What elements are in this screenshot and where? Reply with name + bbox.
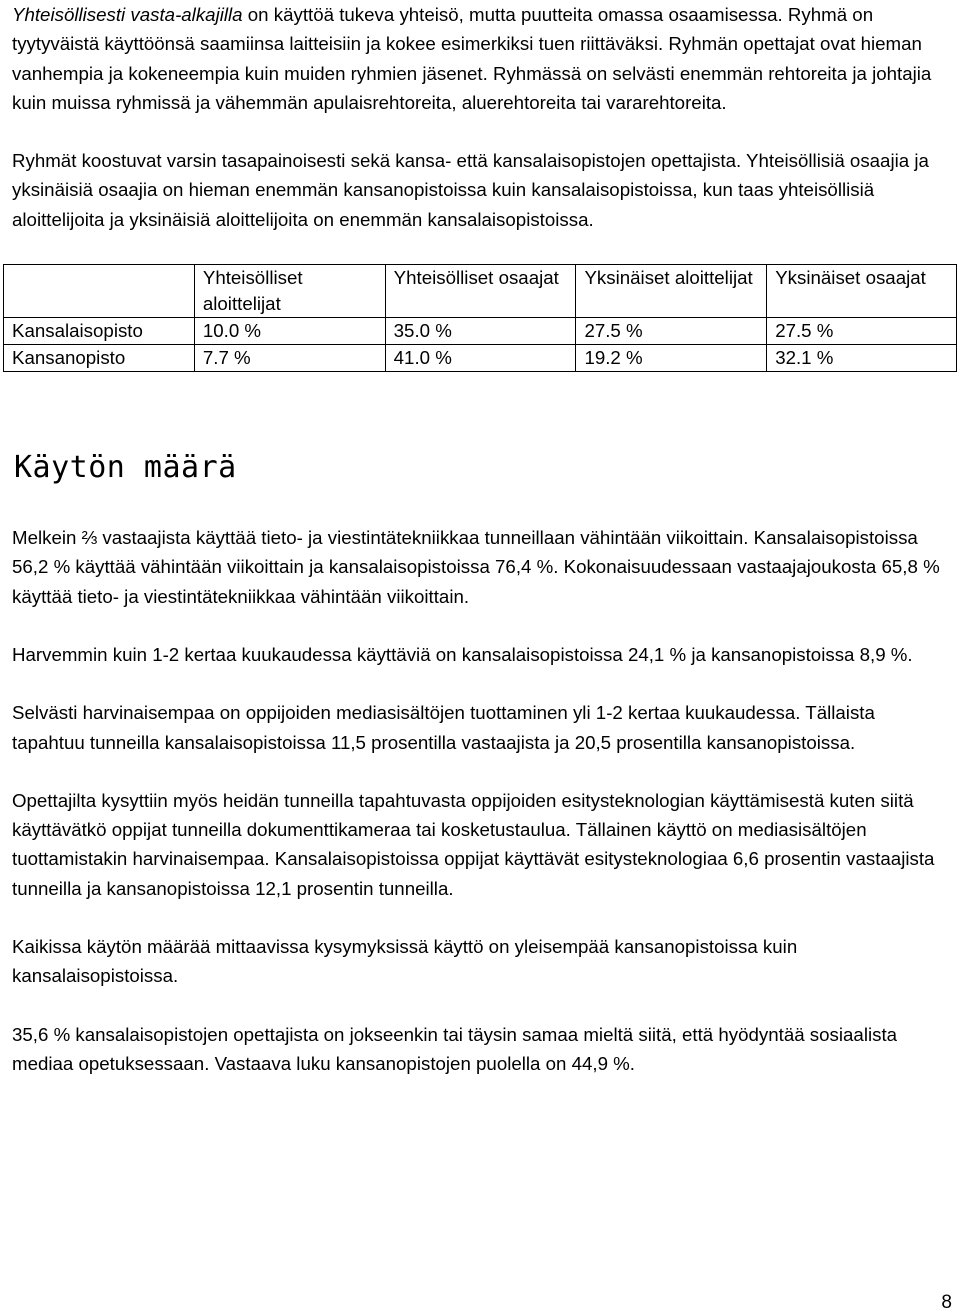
intro-lead-italic: Yhteisöllisesti vasta-alkajilla: [12, 4, 243, 25]
paragraph-gap: [12, 669, 948, 698]
paragraph-gap: [12, 991, 948, 1020]
table-cell: 27.5 %: [576, 318, 767, 345]
table-cell: 19.2 %: [576, 345, 767, 372]
table-cell: 35.0 %: [385, 318, 576, 345]
paragraph-gap: [12, 903, 948, 932]
distribution-table: [3, 264, 957, 372]
table-cell: 27.5 %: [767, 318, 957, 345]
table-header-cell: Yksinäiset aloittelijat: [576, 265, 767, 318]
group-composition-paragraph: Ryhmät koostuvat varsin tasapainoisesti sekä kansa- että kansalaisopistojen opettajista. Yhteisöllisiä osaajia ja yksinäisiä osaajia on hieman enemmän kansanopistoissa kuin kansalaisopistoissa, kun taas yhteisöllisiä aloittelijoita ja yksinäisiä aloittelijoita on enemmän kansalaisopistoissa.: [12, 150, 929, 230]
table-cell: 32.1 %: [767, 345, 957, 372]
table-cell: 10.0 %: [194, 318, 385, 345]
intro-text: on käyttöä tukeva yhteisö, mutta puutteita omassa osaamisessa. Ryhmä on tyytyväistä käyttöönsä saamiinsa laitteisiin ja kokee esimerkiksi tuen riittäväksi. Ryhmän opettajat ovat hieman vanhempia ja kokeneempia kuin muiden ryhmien jäsenet. Ryhmässä on selvästi enemmän rehtoreita ja johtajia kuin muissa ryhmissä ja vähemmän apulaisrehtoreita, aluerehtoreita tai vararehtoreita.: [12, 4, 932, 113]
section-body: [12, 523, 948, 1078]
table-header-cell: [4, 265, 195, 318]
table-header-cell: Yksinäiset osaajat: [767, 265, 957, 318]
table-row: [4, 345, 957, 372]
table-cell: 41.0 %: [385, 345, 576, 372]
social-media-paragraph: 35,6 % kansalaisopistojen opettajista on jokseenkin tai täysin samaa mieltä siitä, että hyödyntää sosiaalista mediaa opetuksessaan. Vastaava luku kansanopistojen puolella on 44,9 %.: [12, 1023, 898, 1074]
usage-weekly-paragraph: Melkein ⅔ vastaajista käyttää tieto- ja viestintätekniikkaa tunneillaan vähintään viikoittain. Kansalaisopistoissa 56,2 % käyttää vähintään viikoittain ja kansalaisopistoissa 76,4 %. Kokonaisuudessaan vastaajajoukosta 65,8 % käyttää tieto- ja viestintätekniikkaa vähintään viikoittain.: [12, 527, 940, 607]
table-row-label: Kansalaisopisto: [4, 318, 195, 345]
usage-comparison-paragraph: Kaikissa käytön määrää mittaavissa kysymyksissä käyttö on yleisempää kansanopistoissa kuin kansalaisopistoissa.: [12, 936, 798, 987]
intro-paragraph: [12, 0, 948, 117]
media-production-paragraph: Selvästi harvinaisempaa on oppijoiden mediasisältöjen tuottaminen yli 1-2 kertaa kuukaudessa. Tällaista tapahtuu tunneilla kansalaisopistoissa 11,5 prosentilla vastaajista ja 20,5 prosentilla kansanopistoissa.: [12, 702, 875, 753]
table-row-label: Kansanopisto: [4, 345, 195, 372]
table-header-cell: Yhteisölliset osaajat: [385, 265, 576, 318]
table-header-row: [4, 265, 957, 318]
section-heading: Käytön määrä: [14, 450, 237, 486]
table-header-cell: Yhteisölliset aloittelijat: [194, 265, 385, 318]
paragraph-gap: [12, 117, 948, 146]
table-cell: 7.7 %: [194, 345, 385, 372]
usage-rare-paragraph: Harvemmin kuin 1-2 kertaa kuukaudessa käyttäviä on kansalaisopistoissa 24,1 % ja kansanopistoissa 8,9 %.: [12, 643, 913, 665]
page-number: 8: [941, 1292, 952, 1313]
presentation-tech-paragraph: Opettajilta kysyttiin myös heidän tunneilla tapahtuvasta oppijoiden esitysteknologian käyttämisestä kuten siitä käyttävätkö oppijat tunneilla dokumenttikameraa tai kosketustaulua. Tällainen käyttö on mediasisältöjen tuottamistakin harvinaisempaa. Kansalaisopistoissa oppijat käyttävät esitysteknologiaa 6,6 prosentin vastaajista tunneilla ja kansanopistoissa 12,1 prosentin tunneilla.: [12, 789, 935, 899]
document-page: [12, 0, 948, 1078]
paragraph-gap: [12, 757, 948, 786]
paragraph-gap: [12, 611, 948, 640]
table-row: [4, 318, 957, 345]
